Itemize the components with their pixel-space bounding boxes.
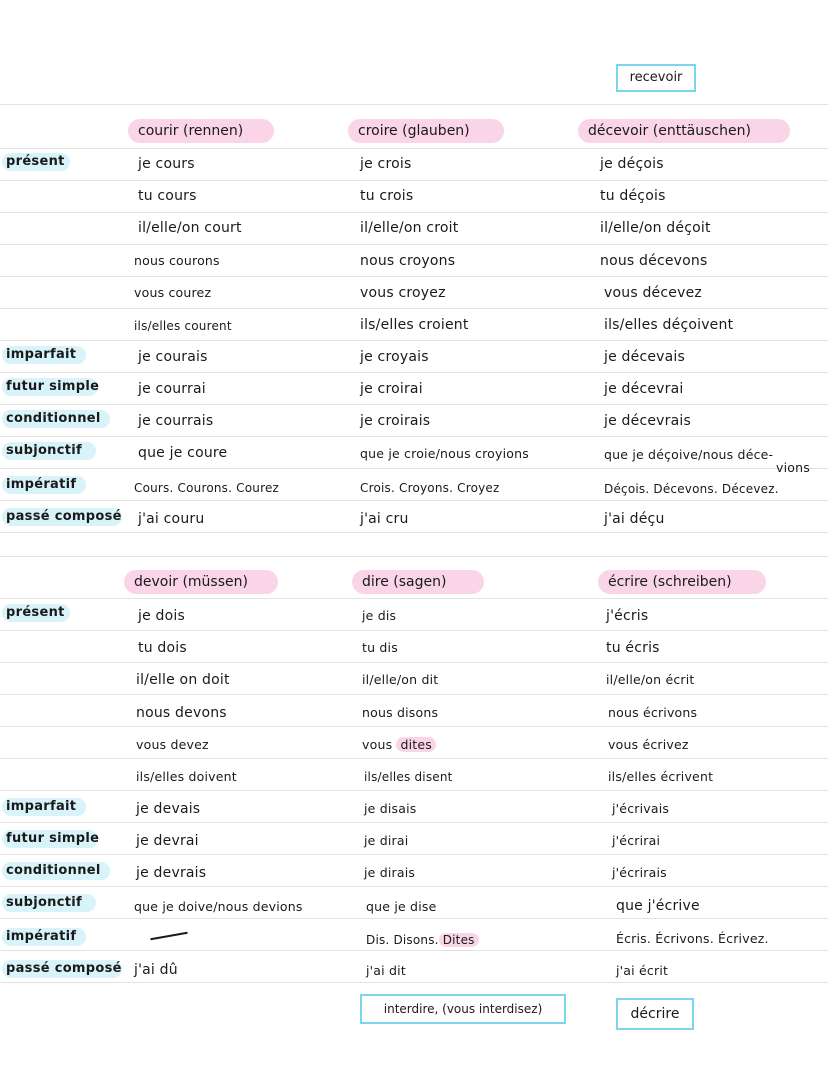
- conjugation: je croirai: [360, 381, 423, 397]
- conjugation: j'écrirai: [612, 833, 661, 848]
- conjugation: je déçois: [600, 156, 664, 172]
- conjugation: je crois: [360, 156, 412, 172]
- conjugation: il/elle/on dit: [362, 672, 439, 687]
- conjugation: nous décevons: [600, 253, 708, 269]
- conjugation: il/elle/on court: [138, 220, 242, 236]
- conjugation: je dois: [138, 608, 185, 624]
- highlight-dites: dites: [396, 737, 436, 752]
- conjugation: Cours. Courons. Courez: [134, 481, 280, 495]
- conjugation: j'écris: [606, 608, 649, 624]
- conjugation: j'écrirais: [612, 865, 667, 880]
- conjugation: tu cours: [138, 188, 197, 204]
- conjugation: il/elle on doit: [136, 672, 230, 688]
- conjugation: j'ai dit: [366, 963, 406, 978]
- tense-label: conditionnel: [6, 863, 101, 878]
- highlight-dites-imperatif: Dites: [439, 933, 479, 947]
- conjugation: nous croyons: [360, 253, 456, 269]
- conjugation: vous courez: [134, 285, 212, 300]
- tense-label: présent: [6, 605, 65, 620]
- conjugation: il/elle/on écrit: [606, 672, 695, 687]
- conjugation: je croirais: [360, 413, 431, 429]
- tense-label: présent: [6, 154, 65, 169]
- conjugation: je disais: [364, 801, 417, 816]
- tense-label: conditionnel: [6, 411, 101, 426]
- verb-header-devoir: devoir (müssen): [124, 570, 278, 594]
- conjugation: je courrai: [138, 381, 206, 397]
- conjugation: tu écris: [606, 640, 660, 656]
- conjugation: vous dites: [362, 736, 436, 754]
- conjugation: j'ai écrit: [616, 963, 669, 978]
- conjugation: ils/elles écrivent: [608, 769, 714, 784]
- conjugation: ils/elles doivent: [136, 769, 237, 784]
- conjugation: que je doive/nous devions: [134, 899, 303, 914]
- conjugation: que j'écrive: [616, 898, 700, 914]
- tense-label: subjonctif: [6, 443, 82, 458]
- conjugation: vous croyez: [360, 285, 446, 301]
- tense-label: futur simple: [6, 831, 100, 846]
- verb-header-decevoir: décevoir (enttäuschen): [578, 119, 790, 143]
- conjugation: nous disons: [362, 705, 439, 720]
- verb-header-courir: courir (rennen): [128, 119, 274, 143]
- conjugation: ils/elles déçoivent: [604, 317, 734, 333]
- conjugation: j'ai déçu: [604, 511, 665, 527]
- conjugation: il/elle/on déçoit: [600, 220, 711, 236]
- conjugation: que je croie/nous croyions: [360, 446, 529, 461]
- tense-label: impératif: [6, 929, 77, 944]
- conjugation: vous devez: [136, 737, 209, 752]
- conjugation: j'ai cru: [360, 511, 409, 527]
- conjugation: que je déçoive/nous déce-: [604, 447, 774, 462]
- conjugation: je décevrai: [604, 381, 684, 397]
- conjugation: il/elle/on croit: [360, 220, 459, 236]
- tense-label: futur simple: [6, 379, 100, 394]
- tense-label: imparfait: [6, 347, 77, 362]
- conjugation: ils/elles courent: [134, 319, 232, 333]
- imperatif-dash: [150, 932, 188, 941]
- conjugation-wrap: vions: [776, 460, 810, 475]
- conjugation: je courais: [138, 349, 208, 365]
- verb-header-croire: croire (glauben): [348, 119, 504, 143]
- conjugation: ils/elles croient: [360, 317, 469, 333]
- tense-label: subjonctif: [6, 895, 82, 910]
- conjugation: nous courons: [134, 253, 220, 268]
- conjugation: Écris. Écrivons. Écrivez.: [616, 931, 769, 946]
- tense-label: passé composé: [6, 509, 122, 524]
- conjugation: je devrais: [136, 865, 207, 881]
- conjugation: nous écrivons: [608, 705, 698, 720]
- conjugation: je dirais: [364, 865, 416, 880]
- conjugation: Crois. Croyons. Croyez: [360, 481, 500, 495]
- conjugation: Dis. Disons. Dites: [366, 931, 479, 949]
- conjugation: nous devons: [136, 705, 227, 721]
- conjugation: vous décevez: [604, 285, 702, 301]
- conjugation: que je dise: [366, 899, 437, 914]
- conjugation: tu déçois: [600, 188, 666, 204]
- conjugation: je dis: [362, 608, 397, 623]
- conjugation: j'écrivais: [612, 801, 670, 816]
- conjugation: je dirai: [364, 833, 409, 848]
- tense-label: impératif: [6, 477, 77, 492]
- tense-label: passé composé: [6, 961, 122, 976]
- conjugation: vous écrivez: [608, 737, 689, 752]
- conjugation: Déçois. Décevons. Décevez.: [604, 482, 779, 496]
- conjugation: tu dois: [138, 640, 187, 656]
- conjugation: tu dis: [362, 640, 398, 655]
- conjugation: je devais: [136, 801, 201, 817]
- boxed-word-decrire: décrire: [616, 998, 694, 1030]
- verb-header-ecrire: écrire (schreiben): [598, 570, 766, 594]
- conjugation: je décevrais: [604, 413, 691, 429]
- conjugation: que je coure: [138, 445, 228, 461]
- boxed-word-recevoir: recevoir: [616, 64, 696, 92]
- conjugation: ils/elles disent: [364, 770, 453, 784]
- conjugation: je courrais: [138, 413, 214, 429]
- conjugation: tu crois: [360, 188, 414, 204]
- conjugation: je croyais: [360, 349, 429, 365]
- tense-label: imparfait: [6, 799, 77, 814]
- boxed-word-interdire: interdire, (vous interdisez): [360, 994, 566, 1024]
- conjugation: j'ai couru: [138, 511, 205, 527]
- conjugation: je cours: [138, 156, 195, 172]
- conjugation: je devrai: [136, 833, 199, 849]
- conjugation: j'ai dû: [134, 962, 178, 978]
- conjugation: je décevais: [604, 349, 686, 365]
- verb-header-dire: dire (sagen): [352, 570, 484, 594]
